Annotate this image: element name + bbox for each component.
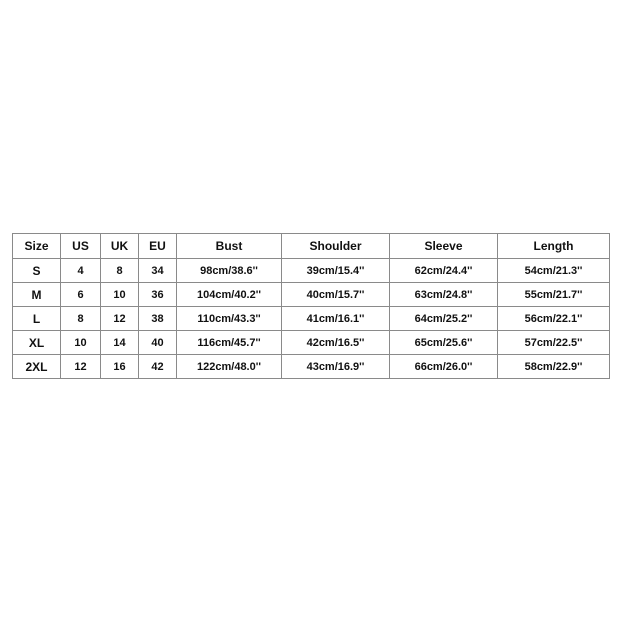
cell-shoulder: 42cm/16.5'' xyxy=(282,331,390,355)
cell-size: XL xyxy=(13,331,61,355)
cell-length: 57cm/22.5'' xyxy=(498,331,610,355)
cell-eu: 38 xyxy=(139,307,177,331)
cell-sleeve: 64cm/25.2'' xyxy=(390,307,498,331)
cell-size: L xyxy=(13,307,61,331)
cell-bust: 104cm/40.2'' xyxy=(177,283,282,307)
cell-sleeve: 62cm/24.4'' xyxy=(390,259,498,283)
cell-shoulder: 40cm/15.7'' xyxy=(282,283,390,307)
cell-uk: 8 xyxy=(101,259,139,283)
cell-length: 54cm/21.3'' xyxy=(498,259,610,283)
cell-uk: 14 xyxy=(101,331,139,355)
header-eu: EU xyxy=(139,234,177,259)
cell-us: 10 xyxy=(61,331,101,355)
cell-size: M xyxy=(13,283,61,307)
cell-length: 55cm/21.7'' xyxy=(498,283,610,307)
table-row xyxy=(13,331,610,355)
cell-sleeve: 65cm/25.6'' xyxy=(390,331,498,355)
cell-eu: 42 xyxy=(139,355,177,379)
cell-uk: 10 xyxy=(101,283,139,307)
cell-sleeve: 66cm/26.0'' xyxy=(390,355,498,379)
table-row xyxy=(13,283,610,307)
cell-bust: 110cm/43.3'' xyxy=(177,307,282,331)
header-us: US xyxy=(61,234,101,259)
header-bust: Bust xyxy=(177,234,282,259)
table-header-row xyxy=(13,234,610,259)
cell-eu: 34 xyxy=(139,259,177,283)
header-shoulder: Shoulder xyxy=(282,234,390,259)
cell-bust: 122cm/48.0'' xyxy=(177,355,282,379)
cell-shoulder: 43cm/16.9'' xyxy=(282,355,390,379)
cell-size: 2XL xyxy=(13,355,61,379)
cell-uk: 16 xyxy=(101,355,139,379)
cell-length: 58cm/22.9'' xyxy=(498,355,610,379)
header-length: Length xyxy=(498,234,610,259)
cell-us: 4 xyxy=(61,259,101,283)
table-row xyxy=(13,307,610,331)
header-sleeve: Sleeve xyxy=(390,234,498,259)
cell-eu: 40 xyxy=(139,331,177,355)
cell-uk: 12 xyxy=(101,307,139,331)
cell-shoulder: 41cm/16.1'' xyxy=(282,307,390,331)
header-uk: UK xyxy=(101,234,139,259)
cell-size: S xyxy=(13,259,61,283)
table-row xyxy=(13,355,610,379)
cell-us: 12 xyxy=(61,355,101,379)
cell-bust: 116cm/45.7'' xyxy=(177,331,282,355)
cell-us: 6 xyxy=(61,283,101,307)
size-chart-table xyxy=(12,233,610,379)
cell-length: 56cm/22.1'' xyxy=(498,307,610,331)
cell-sleeve: 63cm/24.8'' xyxy=(390,283,498,307)
cell-shoulder: 39cm/15.4'' xyxy=(282,259,390,283)
table-row xyxy=(13,259,610,283)
cell-us: 8 xyxy=(61,307,101,331)
header-size: Size xyxy=(13,234,61,259)
cell-eu: 36 xyxy=(139,283,177,307)
cell-bust: 98cm/38.6'' xyxy=(177,259,282,283)
